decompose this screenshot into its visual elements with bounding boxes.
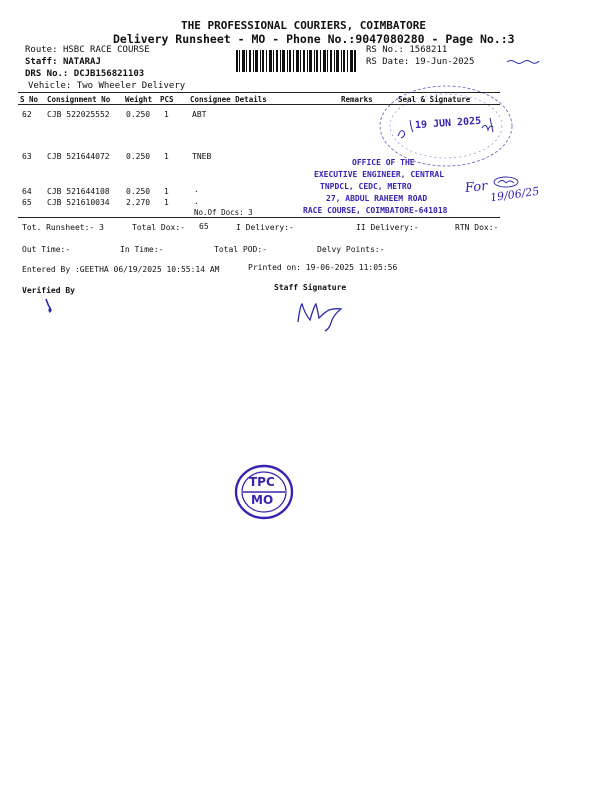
staff-label: Staff: <box>25 57 58 67</box>
rs-date-value: 19-Jun-2025 <box>414 57 475 67</box>
rs-date-label: RS Date: <box>366 57 410 67</box>
handwritten-for: For <box>464 178 489 197</box>
in-time: In Time:- <box>120 245 164 254</box>
staff-info <box>25 57 101 67</box>
row-sno: 65 <box>22 198 32 207</box>
table-row <box>22 110 32 119</box>
row-consignee: . <box>194 197 199 206</box>
row-sno: 62 <box>22 110 32 119</box>
total-pod: Total POD:- <box>214 245 267 254</box>
delvy-points: Delvy Points:- <box>317 245 385 254</box>
table-row <box>22 198 32 207</box>
handwritten-date: 19/06/25 <box>489 184 541 205</box>
row-consignee: TNEB <box>192 152 212 161</box>
office-stamp-line4: 27, ABDUL RAHEEM ROAD <box>326 194 428 203</box>
col-header-sno: S No <box>20 95 39 104</box>
office-stamp-line3: TNPDCL, CEDC, METRO <box>320 182 412 191</box>
row-consignment: CJB 521610034 <box>47 198 110 207</box>
vehicle-label: Vehicle: <box>28 81 72 91</box>
out-time: Out Time:- <box>22 245 71 254</box>
vehicle-value: Two Wheeler Delivery <box>76 81 186 91</box>
row-weight: 0.250 <box>126 152 151 161</box>
verified-by: Verified By <box>22 286 75 295</box>
tpc-stamp-bottom: MO <box>251 493 274 507</box>
office-stamp-line5: RACE COURSE, COIMBATORE-641018 <box>303 206 448 215</box>
drs-value: DCJB156821103 <box>73 69 145 79</box>
staff-signature-icon <box>292 296 372 332</box>
runsheet-subtitle: Delivery Runsheet - MO - Phone No.:9047080280 - Page No.:3 <box>113 32 515 46</box>
row-pcs: 1 <box>164 152 169 161</box>
route-info <box>25 45 150 55</box>
total-dox-value: 65 <box>199 222 209 231</box>
barcode <box>236 50 356 72</box>
office-stamp-line1: OFFICE OF THE <box>352 158 415 167</box>
tpc-stamp-icon <box>234 464 294 520</box>
printed-on: Printed on: 19-06-2025 11:05:56 <box>248 263 398 272</box>
col-header-consignment: Consignment No <box>47 95 111 104</box>
col-header-pcs: PCS <box>160 95 174 104</box>
col-header-remarks: Remarks <box>341 95 373 104</box>
i-delivery: I Delivery:- <box>236 223 294 232</box>
row-weight: 0.250 <box>126 110 151 119</box>
row-sno: 63 <box>22 152 32 161</box>
row-pcs: 1 <box>164 198 169 207</box>
row-consignment: CJB 522025552 <box>47 110 110 119</box>
total-dox-label: Total Dox:- <box>132 223 185 232</box>
tot-runsheet: Tot. Runsheet:- 3 <box>22 223 104 232</box>
rs-no-info <box>366 45 447 55</box>
table-bottom-rule <box>18 217 500 218</box>
ink-mark-icon <box>505 57 541 65</box>
row-weight: 2.270 <box>126 198 151 207</box>
date-stamp: 19 JUN 2025 <box>414 115 482 132</box>
col-header-consignee: Consignee Details <box>190 95 267 104</box>
rtn-dox: RTN Dox:- <box>455 223 499 232</box>
tpc-stamp-top: TPC <box>249 475 275 489</box>
ink-mark-icon <box>42 297 56 315</box>
rs-no-label: RS No.: <box>366 45 404 55</box>
staff-value: NATARAJ <box>62 57 101 67</box>
rs-date-info <box>366 57 474 67</box>
entered-by: Entered By :GEETHA 06/19/2025 10:55:14 AM <box>22 265 220 274</box>
col-header-weight: Weight <box>125 95 153 104</box>
no-of-docs: No.Of Docs: 3 <box>194 208 253 217</box>
row-consignment: CJB 521644072 <box>47 152 110 161</box>
row-consignee: . <box>194 185 199 194</box>
vehicle-info <box>28 81 185 91</box>
staff-signature-label: Staff Signature <box>274 283 347 292</box>
row-sno: 64 <box>22 187 32 196</box>
rs-no-value: 1568211 <box>409 45 448 55</box>
ii-delivery: II Delivery:- <box>356 223 419 232</box>
table-row <box>22 152 32 161</box>
row-consignment: CJB 521644108 <box>47 187 110 196</box>
table-row <box>22 187 32 196</box>
drs-info <box>25 69 144 79</box>
row-pcs: 1 <box>164 187 169 196</box>
route-value: HSBC RACE COURSE <box>62 45 150 55</box>
route-label: Route: <box>25 45 58 55</box>
row-pcs: 1 <box>164 110 169 119</box>
row-weight: 0.250 <box>126 187 151 196</box>
col-header-seal: Seal & Signature <box>398 95 471 104</box>
company-title: THE PROFESSIONAL COURIERS, COIMBATORE <box>181 19 427 32</box>
drs-label: DRS No.: <box>25 69 69 79</box>
row-consignee: ABT <box>192 110 207 119</box>
office-stamp-line2: EXECUTIVE ENGINEER, CENTRAL <box>314 170 445 179</box>
